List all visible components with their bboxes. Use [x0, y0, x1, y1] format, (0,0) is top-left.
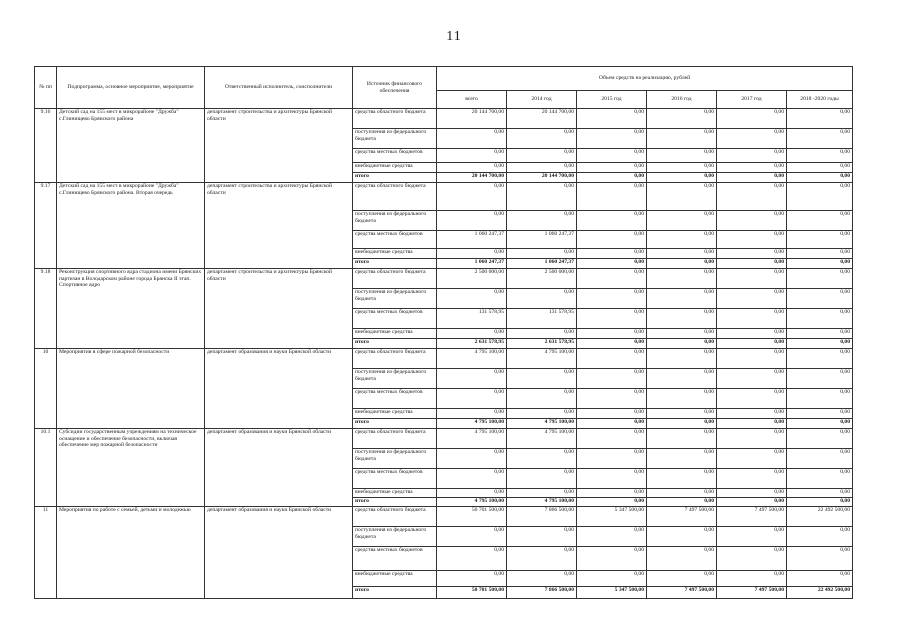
funding-source: внебюджетные средства — [353, 163, 437, 173]
amount-cell: 50 701 500,00 — [437, 587, 507, 599]
amount-cell: 4 795 100,00 — [507, 419, 577, 429]
amount-cell: 0,00 — [437, 527, 507, 547]
amount-cell: 0,00 — [437, 249, 507, 259]
amount-cell: 0,00 — [787, 498, 853, 507]
activity-title: Детский сад на 155 мест в микрорайоне "Дружба" с.Глинищево Брянского района — [57, 109, 205, 183]
amount-cell: 0,00 — [437, 129, 507, 149]
activity-title: Детский сад на 155 мест в микрорайоне "Дружба" с.Глинищево Брянского района. Вторая очередь — [57, 183, 205, 269]
amount-cell: 0,00 — [717, 449, 787, 469]
amount-cell: 0,00 — [717, 389, 787, 409]
funding-source: поступления из федерального бюджета — [353, 449, 437, 469]
funding-source: итого — [353, 339, 437, 349]
table-row — [35, 109, 853, 129]
header-year: 2017 год — [717, 91, 787, 109]
amount-cell: 20 144 700,00 — [507, 173, 577, 183]
amount-cell: 0,00 — [717, 349, 787, 369]
amount-cell: 0,00 — [787, 173, 853, 183]
amount-cell: 0,00 — [437, 409, 507, 419]
table-row — [35, 269, 853, 289]
amount-cell: 0,00 — [437, 547, 507, 571]
executor: департамент строительства и архитектуры Брянской области — [205, 109, 353, 183]
amount-cell: 0,00 — [437, 211, 507, 231]
funding-source: средства местных бюджетов — [353, 309, 437, 329]
amount-cell: 0,00 — [787, 129, 853, 149]
amount-cell: 0,00 — [647, 259, 717, 269]
amount-cell: 0,00 — [507, 527, 577, 547]
amount-cell: 0,00 — [507, 249, 577, 259]
amount-cell: 0,00 — [787, 429, 853, 449]
amount-cell: 0,00 — [717, 329, 787, 339]
amount-cell: 0,00 — [787, 259, 853, 269]
amount-cell: 0,00 — [787, 339, 853, 349]
amount-cell: 0,00 — [507, 211, 577, 231]
funding-source: средства местных бюджетов — [353, 469, 437, 489]
amount-cell: 0,00 — [717, 183, 787, 211]
amount-cell: 131 578,95 — [507, 309, 577, 329]
page-number: 11 — [446, 29, 462, 44]
amount-cell: 0,00 — [787, 369, 853, 389]
amount-cell: 1 060 247,37 — [437, 231, 507, 249]
amount-cell: 0,00 — [717, 211, 787, 231]
amount-cell: 0,00 — [647, 109, 717, 129]
amount-cell: 0,00 — [577, 269, 647, 289]
amount-cell: 5 347 500,00 — [577, 587, 647, 599]
amount-cell: 0,00 — [717, 419, 787, 429]
amount-cell: 0,00 — [577, 489, 647, 498]
amount-cell: 0,00 — [647, 163, 717, 173]
amount-cell: 0,00 — [787, 163, 853, 173]
amount-cell: 0,00 — [717, 339, 787, 349]
amount-cell: 0,00 — [717, 269, 787, 289]
header-volume: Объем средств на реализацию, рублей — [437, 67, 853, 91]
amount-cell: 4 795 100,00 — [437, 498, 507, 507]
amount-cell: 0,00 — [577, 329, 647, 339]
amount-cell: 0,00 — [437, 149, 507, 163]
amount-cell: 4 795 100,00 — [507, 498, 577, 507]
amount-cell: 0,00 — [577, 547, 647, 571]
amount-cell: 20 144 700,00 — [437, 109, 507, 129]
funding-source: поступления из федерального бюджета — [353, 211, 437, 231]
amount-cell: 4 795 100,00 — [437, 349, 507, 369]
amount-cell: 0,00 — [717, 259, 787, 269]
funding-source: поступления из федерального бюджета — [353, 527, 437, 547]
amount-cell: 0,00 — [787, 309, 853, 329]
amount-cell: 0,00 — [717, 429, 787, 449]
amount-cell: 0,00 — [787, 571, 853, 587]
amount-cell: 0,00 — [577, 449, 647, 469]
amount-cell: 0,00 — [717, 369, 787, 389]
header-program: Подпрограмма, основное мероприятие, мероприятие — [57, 67, 205, 109]
amount-cell: 50 701 500,00 — [437, 507, 507, 527]
amount-cell: 0,00 — [787, 469, 853, 489]
executor: департамент строительства и архитектуры Брянской области — [205, 269, 353, 349]
amount-cell: 0,00 — [577, 429, 647, 449]
funding-source: внебюджетные средства — [353, 489, 437, 498]
amount-cell: 20 144 700,00 — [507, 109, 577, 129]
amount-cell: 7 497 500,00 — [647, 507, 717, 527]
executor: департамент образования и науки Брянской области — [205, 429, 353, 507]
amount-cell: 0,00 — [577, 571, 647, 587]
budget-table — [34, 66, 853, 599]
amount-cell: 0,00 — [507, 129, 577, 149]
funding-source: поступления из федерального бюджета — [353, 129, 437, 149]
amount-cell: 0,00 — [787, 231, 853, 249]
amount-cell: 0,00 — [647, 527, 717, 547]
amount-cell: 2 631 578,95 — [437, 339, 507, 349]
funding-source: внебюджетные средства — [353, 249, 437, 259]
amount-cell: 0,00 — [717, 249, 787, 259]
amount-cell: 0,00 — [577, 109, 647, 129]
funding-source: средства областного бюджета — [353, 349, 437, 369]
row-number: 9.18 — [35, 269, 57, 349]
amount-cell: 0,00 — [717, 409, 787, 419]
amount-cell: 0,00 — [577, 163, 647, 173]
amount-cell: 22 492 500,00 — [787, 587, 853, 599]
amount-cell: 22 492 500,00 — [787, 507, 853, 527]
amount-cell: 0,00 — [577, 231, 647, 249]
amount-cell: 0,00 — [717, 527, 787, 547]
amount-cell: 0,00 — [647, 449, 717, 469]
amount-cell: 0,00 — [647, 129, 717, 149]
amount-cell: 1 060 247,37 — [507, 231, 577, 249]
funding-source: средства местных бюджетов — [353, 231, 437, 249]
funding-source: итого — [353, 498, 437, 507]
amount-cell: 0,00 — [437, 389, 507, 409]
amount-cell: 0,00 — [647, 498, 717, 507]
header-year: 2014 год — [507, 91, 577, 109]
amount-cell: 0,00 — [647, 149, 717, 163]
amount-cell: 0,00 — [437, 183, 507, 211]
amount-cell: 0,00 — [787, 409, 853, 419]
amount-cell: 0,00 — [717, 109, 787, 129]
amount-cell: 0,00 — [507, 409, 577, 419]
amount-cell: 0,00 — [577, 409, 647, 419]
funding-source: итого — [353, 173, 437, 183]
amount-cell: 0,00 — [717, 289, 787, 309]
amount-cell: 0,00 — [647, 349, 717, 369]
amount-cell: 0,00 — [507, 183, 577, 211]
executor: департамент образования и науки Брянской области — [205, 507, 353, 599]
amount-cell: 0,00 — [787, 419, 853, 429]
amount-cell: 0,00 — [437, 489, 507, 498]
header-source: Источник финансового обеспечения — [353, 67, 437, 109]
amount-cell: 0,00 — [787, 249, 853, 259]
amount-cell: 0,00 — [647, 339, 717, 349]
row-number: 10 — [35, 349, 57, 429]
activity-title: Реконструкция спортивного ядра стадиона имени Брянских партизан в Володарском районе города Брянска II этап. Спортивное ядро — [57, 269, 205, 349]
amount-cell: 0,00 — [437, 289, 507, 309]
amount-cell: 0,00 — [437, 469, 507, 489]
amount-cell: 0,00 — [437, 369, 507, 389]
amount-cell: 7 497 500,00 — [717, 507, 787, 527]
amount-cell: 2 500 000,00 — [507, 269, 577, 289]
amount-cell: 0,00 — [647, 183, 717, 211]
amount-cell: 0,00 — [787, 547, 853, 571]
amount-cell: 0,00 — [577, 469, 647, 489]
amount-cell: 0,00 — [647, 269, 717, 289]
amount-cell: 7 866 500,00 — [507, 507, 577, 527]
amount-cell: 0,00 — [647, 429, 717, 449]
amount-cell: 0,00 — [787, 109, 853, 129]
amount-cell: 0,00 — [717, 309, 787, 329]
amount-cell: 0,00 — [507, 149, 577, 163]
amount-cell: 0,00 — [647, 419, 717, 429]
amount-cell: 0,00 — [647, 369, 717, 389]
funding-source: поступления из федерального бюджета — [353, 369, 437, 389]
amount-cell: 0,00 — [507, 163, 577, 173]
amount-cell: 0,00 — [437, 571, 507, 587]
funding-source: внебюджетные средства — [353, 571, 437, 587]
funding-source: поступления из федерального бюджета — [353, 289, 437, 309]
row-number: 10.1 — [35, 429, 57, 507]
amount-cell: 0,00 — [577, 527, 647, 547]
amount-cell: 0,00 — [647, 249, 717, 259]
amount-cell: 0,00 — [787, 389, 853, 409]
amount-cell: 7 497 500,00 — [647, 587, 717, 599]
amount-cell: 0,00 — [647, 409, 717, 419]
amount-cell: 0,00 — [647, 289, 717, 309]
amount-cell: 0,00 — [717, 571, 787, 587]
amount-cell: 2 631 578,95 — [507, 339, 577, 349]
amount-cell: 0,00 — [577, 339, 647, 349]
amount-cell: 0,00 — [577, 211, 647, 231]
header-executor: Ответственный исполнитель, соисполнители — [205, 67, 353, 109]
amount-cell: 0,00 — [577, 349, 647, 369]
activity-title: Субсидии государственным учреждениям на техническое оснащение и обеспечение безопасности, включая обеспечение мер пожарной безопасности — [57, 429, 205, 507]
activity-title: Мероприятия по работе с семьей, детьми и молодежью — [57, 507, 205, 599]
amount-cell: 0,00 — [717, 173, 787, 183]
amount-cell: 0,00 — [507, 329, 577, 339]
amount-cell: 4 795 100,00 — [437, 429, 507, 449]
funding-source: средства местных бюджетов — [353, 389, 437, 409]
activity-title: Мероприятия в сфере пожарной безопасности — [57, 349, 205, 429]
amount-cell: 0,00 — [437, 329, 507, 339]
amount-cell: 0,00 — [717, 163, 787, 173]
amount-cell: 0,00 — [787, 149, 853, 163]
amount-cell: 0,00 — [717, 547, 787, 571]
funding-source: средства местных бюджетов — [353, 149, 437, 163]
amount-cell: 0,00 — [787, 183, 853, 211]
table-row — [35, 507, 853, 527]
amount-cell: 7 866 500,00 — [507, 587, 577, 599]
row-number: 9.17 — [35, 183, 57, 269]
amount-cell: 0,00 — [647, 329, 717, 339]
amount-cell: 0,00 — [787, 449, 853, 469]
amount-cell: 1 060 247,37 — [437, 259, 507, 269]
amount-cell: 0,00 — [717, 129, 787, 149]
amount-cell: 7 497 500,00 — [717, 587, 787, 599]
header-year: 2015 год — [577, 91, 647, 109]
header-num: № пп — [35, 67, 57, 109]
amount-cell: 1 060 247,37 — [507, 259, 577, 269]
amount-cell: 0,00 — [577, 498, 647, 507]
amount-cell: 0,00 — [507, 289, 577, 309]
amount-cell: 0,00 — [577, 249, 647, 259]
amount-cell: 0,00 — [717, 231, 787, 249]
funding-source: итого — [353, 587, 437, 599]
amount-cell: 0,00 — [577, 129, 647, 149]
amount-cell: 0,00 — [717, 469, 787, 489]
amount-cell: 0,00 — [787, 211, 853, 231]
header-year: всего — [437, 91, 507, 109]
funding-source: средства областного бюджета — [353, 183, 437, 211]
table-row — [35, 429, 853, 449]
table-body — [35, 109, 853, 599]
executor: департамент строительства и архитектуры Брянской области — [205, 183, 353, 269]
amount-cell: 0,00 — [577, 149, 647, 163]
funding-source: средства областного бюджета — [353, 429, 437, 449]
table-row — [35, 349, 853, 369]
amount-cell: 0,00 — [717, 149, 787, 163]
amount-cell: 0,00 — [787, 489, 853, 498]
amount-cell: 0,00 — [577, 369, 647, 389]
funding-source: средства областного бюджета — [353, 507, 437, 527]
amount-cell: 0,00 — [507, 547, 577, 571]
amount-cell: 0,00 — [647, 469, 717, 489]
funding-source: внебюджетные средства — [353, 409, 437, 419]
amount-cell: 0,00 — [577, 259, 647, 269]
amount-cell: 0,00 — [507, 489, 577, 498]
amount-cell: 0,00 — [507, 369, 577, 389]
amount-cell: 0,00 — [717, 498, 787, 507]
amount-cell: 0,00 — [577, 419, 647, 429]
amount-cell: 2 500 000,00 — [437, 269, 507, 289]
funding-source: итого — [353, 259, 437, 269]
amount-cell: 0,00 — [647, 309, 717, 329]
amount-cell: 0,00 — [647, 547, 717, 571]
table-row — [35, 183, 853, 211]
amount-cell: 0,00 — [787, 329, 853, 339]
row-number: 11 — [35, 507, 57, 599]
amount-cell: 0,00 — [647, 489, 717, 498]
funding-source: итого — [353, 419, 437, 429]
funding-source: средства областного бюджета — [353, 269, 437, 289]
amount-cell: 4 795 100,00 — [507, 429, 577, 449]
amount-cell: 0,00 — [577, 289, 647, 309]
header-year: 2018 -2020 годы — [787, 91, 853, 109]
amount-cell: 4 795 100,00 — [507, 349, 577, 369]
amount-cell: 0,00 — [577, 389, 647, 409]
amount-cell: 0,00 — [787, 269, 853, 289]
amount-cell: 0,00 — [437, 163, 507, 173]
amount-cell: 0,00 — [577, 173, 647, 183]
amount-cell: 20 144 700,00 — [437, 173, 507, 183]
funding-source: внебюджетные средства — [353, 329, 437, 339]
amount-cell: 0,00 — [647, 211, 717, 231]
header-year: 2016 год — [647, 91, 717, 109]
amount-cell: 0,00 — [647, 389, 717, 409]
amount-cell: 0,00 — [577, 183, 647, 211]
amount-cell: 0,00 — [787, 289, 853, 309]
amount-cell: 0,00 — [507, 449, 577, 469]
funding-source: средства областного бюджета — [353, 109, 437, 129]
amount-cell: 0,00 — [787, 349, 853, 369]
amount-cell: 0,00 — [507, 571, 577, 587]
amount-cell: 4 795 100,00 — [437, 419, 507, 429]
amount-cell: 0,00 — [787, 527, 853, 547]
amount-cell: 0,00 — [577, 309, 647, 329]
amount-cell: 0,00 — [507, 389, 577, 409]
executor: департамент образования и науки Брянской области — [205, 349, 353, 429]
amount-cell: 0,00 — [717, 489, 787, 498]
amount-cell: 0,00 — [647, 571, 717, 587]
amount-cell: 131 578,95 — [437, 309, 507, 329]
funding-source: средства местных бюджетов — [353, 547, 437, 571]
amount-cell: 5 347 500,00 — [577, 507, 647, 527]
row-number: 9.16 — [35, 109, 57, 183]
amount-cell: 0,00 — [647, 173, 717, 183]
amount-cell: 0,00 — [647, 231, 717, 249]
amount-cell: 0,00 — [437, 449, 507, 469]
amount-cell: 0,00 — [507, 469, 577, 489]
